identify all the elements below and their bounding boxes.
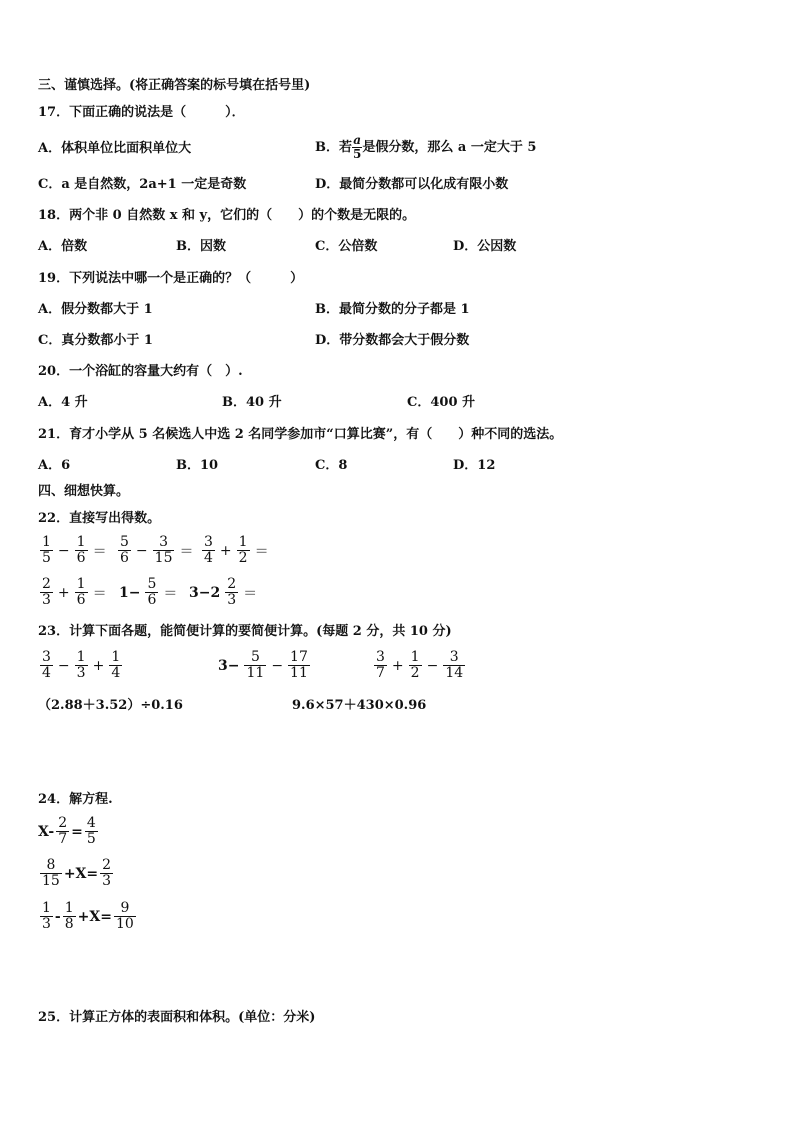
q17-option-b-fraction <box>352 134 362 161</box>
q22-expression-4 <box>38 577 110 608</box>
q20-option-a: A．4 升 <box>38 395 88 410</box>
fraction <box>202 535 215 566</box>
fraction-numerator: 3 <box>376 649 385 665</box>
fraction-denominator: 5 <box>353 147 362 161</box>
question-19-stem: 19．下列说法中哪一个是正确的？（ ） <box>38 271 304 286</box>
fraction-denominator: 4 <box>42 665 51 681</box>
fraction <box>75 535 88 566</box>
question-22-stem: 22．直接写出得数。 <box>38 511 161 526</box>
fraction-numerator: 5 <box>120 534 129 550</box>
fraction-numerator: 3 <box>204 534 213 550</box>
q21-option-a: A．6 <box>38 458 71 473</box>
fraction-numerator: 1 <box>42 534 51 550</box>
fraction <box>114 901 136 932</box>
question-18-stem: 18．两个非 0 自然数 x 和 y，它们的（ ）的个数是无限的。 <box>38 208 416 223</box>
fraction <box>75 650 88 681</box>
question-25-stem: 25．计算正方体的表面积和体积。(单位：分米) <box>38 1010 316 1025</box>
fraction-numerator: 17 <box>290 649 308 665</box>
question-20-stem: 20．一个浴缸的容量大约有（ ）. <box>38 364 243 379</box>
fraction-denominator: 15 <box>42 873 60 889</box>
q20-option-b: B．40 升 <box>222 395 282 410</box>
operator: − <box>57 657 70 674</box>
equals-sign: = <box>71 823 83 840</box>
fraction-denominator: 2 <box>238 550 248 566</box>
question-24-stem: 24．解方程. <box>38 792 113 807</box>
operator: + <box>57 584 70 601</box>
fraction-denominator: 8 <box>64 916 74 932</box>
fraction-denominator: 6 <box>76 550 86 566</box>
fraction <box>40 535 53 566</box>
fraction-numerator: 1 <box>64 900 74 916</box>
fraction <box>288 650 310 681</box>
fraction-numerator: 1 <box>76 649 86 665</box>
q19-option-c: C．真分数都小于 1 <box>38 333 153 348</box>
fraction-numerator: 3 <box>42 649 51 665</box>
q22-expression-2 <box>116 535 196 566</box>
fraction <box>237 535 250 566</box>
q18-option-a: A．倍数 <box>38 239 88 254</box>
q21-option-d: D．12 <box>453 458 496 473</box>
fraction-numerator: a <box>353 133 362 147</box>
fraction-numerator: 1 <box>76 576 86 592</box>
expression-mid: +X <box>77 908 101 925</box>
q17-option-c: C．a 是自然数，2a+1 一定是奇数 <box>38 177 247 192</box>
fraction-denominator: 11 <box>246 665 265 681</box>
q17-option-a: A．体积单位比面积单位大 <box>38 141 192 156</box>
fraction-denominator: 3 <box>42 916 51 932</box>
fraction-numerator: 2 <box>102 857 112 873</box>
operator: − <box>426 657 439 674</box>
q22-expression-6 <box>186 577 260 608</box>
fraction-denominator: 3 <box>227 592 237 608</box>
fraction <box>374 650 387 681</box>
fraction <box>40 858 62 889</box>
expression-mid: +X <box>63 865 87 882</box>
q19-option-a: A．假分数都大于 1 <box>38 302 153 317</box>
q18-option-d: D．公因数 <box>453 239 517 254</box>
fraction-numerator: 4 <box>86 815 96 831</box>
fraction-denominator: 11 <box>290 665 308 681</box>
operator: − <box>57 542 70 559</box>
fraction-numerator: 5 <box>147 576 157 592</box>
fraction-numerator: 8 <box>40 858 62 874</box>
fraction-denominator: 3 <box>76 665 86 681</box>
q22-expression-1 <box>38 535 110 566</box>
equals-sign: ＝ <box>254 543 269 560</box>
equals-sign: ＝ <box>92 543 107 560</box>
q18-option-c: C．公倍数 <box>315 239 378 254</box>
fraction-denominator: 3 <box>102 873 112 889</box>
fraction-numerator: 2 <box>42 576 51 592</box>
q21-option-c: C．8 <box>315 458 348 473</box>
expression-lead: 3− <box>218 657 240 674</box>
equals-sign: ＝ <box>92 585 107 602</box>
q21-option-b: B．10 <box>176 458 219 473</box>
equals-sign: ＝ <box>243 585 258 602</box>
fraction-denominator: 4 <box>111 665 121 681</box>
fraction <box>85 816 98 847</box>
operator: - <box>54 908 61 925</box>
q22-expression-3 <box>200 535 272 566</box>
expression-lead: 3−2 <box>189 584 221 601</box>
fraction-numerator: 1 <box>238 534 248 550</box>
fraction <box>100 858 113 889</box>
q23-expression-1 <box>38 650 124 681</box>
q20-option-c: C．400 升 <box>407 395 476 410</box>
fraction-denominator: 2 <box>410 665 420 681</box>
expression-lead: 1− <box>119 584 141 601</box>
equals-sign: ＝ <box>179 543 194 560</box>
section-4-title: 四、细想快算。 <box>38 484 130 499</box>
fraction <box>153 535 175 566</box>
fraction <box>75 577 88 608</box>
q19-option-b: B．最简分数的分子都是 1 <box>315 302 470 317</box>
q23-expression-2 <box>215 650 312 681</box>
q19-option-d: D．带分数都会大于假分数 <box>315 333 470 348</box>
q23-expression-3 <box>372 650 467 681</box>
fraction-denominator: 7 <box>376 665 385 681</box>
operator: + <box>219 542 232 559</box>
fraction <box>118 535 131 566</box>
fraction-denominator: 6 <box>76 592 86 608</box>
fraction-numerator: 1 <box>76 534 86 550</box>
fraction-denominator: 4 <box>204 550 213 566</box>
equals-sign: = <box>100 908 112 925</box>
operator: − <box>135 542 148 559</box>
fraction <box>145 577 158 608</box>
fraction-denominator: 15 <box>154 550 173 566</box>
operator: + <box>391 657 404 674</box>
fraction <box>63 901 76 932</box>
fraction <box>40 650 53 681</box>
q18-option-b: B．因数 <box>176 239 226 254</box>
q24-equation-1 <box>38 816 100 847</box>
section-3-title: 三、谨慎选择。(将正确答案的标号填在括号里) <box>38 78 311 93</box>
q24-equation-3 <box>38 901 138 932</box>
q22-expression-5 <box>116 577 180 608</box>
question-23-stem: 23．计算下面各题，能简便计算的要简便计算。(每题 2 分，共 10 分) <box>38 624 452 639</box>
q23-expression-5: 9.6×57＋430×0.96 <box>292 698 427 713</box>
q17-option-b <box>315 131 536 165</box>
fraction-numerator: 1 <box>42 900 51 916</box>
fraction <box>40 577 53 608</box>
fraction-denominator: 3 <box>42 592 51 608</box>
q17-option-b-post: 是假分数，那么 a 一定大于 5 <box>362 140 537 155</box>
fraction-numerator: 2 <box>227 576 237 592</box>
expression-lead: X- <box>38 823 55 840</box>
fraction <box>409 650 422 681</box>
fraction-numerator: 3 <box>443 650 465 666</box>
equals-sign: ＝ <box>163 585 178 602</box>
question-17-stem: 17．下面正确的说法是（ ）． <box>38 105 245 120</box>
q23-expression-4: （2.88＋3.52）÷0.16 <box>38 698 183 713</box>
equals-sign: = <box>86 865 99 882</box>
fraction <box>109 650 122 681</box>
fraction-numerator: 2 <box>58 815 68 831</box>
fraction-numerator: 1 <box>111 649 121 665</box>
fraction <box>225 577 238 608</box>
question-21-stem: 21．育才小学从 5 名候选人中选 2 名同学参加市“口算比赛”，有（ ）种不同的选法。 <box>38 427 563 442</box>
q17-option-d: D．最简分数都可以化成有限小数 <box>315 177 509 192</box>
q17-option-b-pre: B．若 <box>315 140 352 155</box>
fraction-denominator: 10 <box>115 916 134 932</box>
q24-equation-2 <box>38 858 115 889</box>
fraction-numerator: 1 <box>410 649 420 665</box>
fraction-numerator: 3 <box>153 535 175 551</box>
fraction-numerator: 9 <box>114 901 136 917</box>
fraction-denominator: 5 <box>42 550 51 566</box>
fraction-denominator: 6 <box>120 550 129 566</box>
fraction <box>443 650 465 681</box>
fraction-denominator: 5 <box>86 831 96 847</box>
operator: + <box>92 657 105 674</box>
fraction <box>40 901 53 932</box>
fraction-numerator: 5 <box>244 650 266 666</box>
operator: − <box>271 657 284 674</box>
fraction <box>56 816 69 847</box>
fraction-denominator: 14 <box>445 665 464 681</box>
fraction-denominator: 7 <box>58 831 68 847</box>
fraction-denominator: 6 <box>147 592 157 608</box>
fraction <box>244 650 266 681</box>
